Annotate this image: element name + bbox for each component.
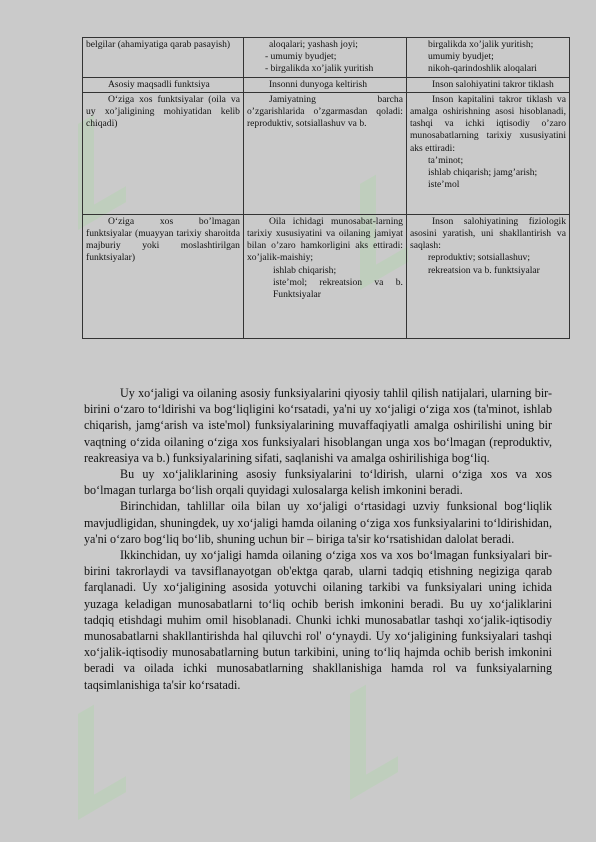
paragraph: Bu uy xo‘jaliklarining asosiy funksiyalarini to‘ldirish, ularni o‘ziga xos va xos bo‘lmagan turlarga bo‘lish orqali quyidagi xulosalarga kelish imkonini beradi.: [84, 467, 552, 498]
cell-text: Oila ichidagi munosabat-larning tarixiy xususiyatini va oilaning jamiyat bilan o’zaro hamkorligini aks ettiradi: xo’jalik-maishiy;: [246, 215, 403, 264]
cell-list-item: ishlab chiqarish;: [272, 264, 337, 276]
cell-list-item: reproduktiv; sotsiallashuv;: [427, 252, 531, 264]
paragraph: Birinchidan, tahlillar oila bilan uy xo‘jaligi o‘rtasidagi uzviy funksional bog‘liqlik mavjudligidan, shuningdek, uy xo‘jaligi hamda oilaning o‘ziga xos funksiyalarini to‘ldirishidan, ya'ni o‘zaro bog‘liq bo‘lib, shuning uchun bir – biriga ta'sir ko‘rsatishidan dalolat beradi.: [84, 499, 552, 546]
cell-list-item: birgalikda xo’jalik yuritish;: [427, 39, 534, 50]
table-row: [83, 77, 570, 92]
table-cell: [243, 214, 406, 338]
table-cell: [243, 92, 406, 214]
table-cell: [406, 92, 569, 214]
table-row: [83, 92, 570, 214]
cell-text: belgilar (ahamiyatiga qarab pasayish): [86, 39, 231, 50]
cell-list-item: iste’mol: [427, 179, 460, 191]
cell-list-item: nikoh-qarindoshlik aloqalari: [427, 63, 537, 75]
cell-text: O‘ziga xos bo’lmagan funktsiyalar (muayyan tarixiy sharoitda majburiy yoki moslashtirilgan funktsiyalar): [86, 215, 240, 264]
table-cell: [83, 214, 244, 338]
cell-list-item: - umumiy byudjet;: [264, 51, 337, 63]
cell-list-item: ta’minot;: [427, 154, 464, 166]
body-text: [84, 385, 552, 693]
table-cell: [83, 38, 244, 78]
table-cell: [243, 38, 406, 78]
table-cell: [83, 92, 244, 214]
table-cell: [406, 77, 569, 92]
cell-list-item: - birgalikda xo’jalik yuritish: [264, 63, 374, 75]
cell-list-item: rekreatsion va b. funktsiyalar: [427, 264, 540, 276]
paragraph: Ikkinchidan, uy xo‘jaligi hamda oilaning o‘ziga xos va xos bo‘lmagan funksiyalari bir-birini takrorlaydi va tavsiflanayotgan ob'ektga qarab, ularni tadqiq etishning negiziga qarab farqlanadi. Uy xo‘jaligining asosida yotuvchi oilaning tarkibi va funksiyalari uning ichida yuzaga keladigan munosabatlarni to‘liq ochib berish imkonini beradi. Bu uy xo‘jaliklarini tadqiq etishdagi muhim omil hisoblanadi. Chunki ichki munosabatlar tashqi xo‘jalik-iqtisodiy munosabatlarni shakllantirishda hal qiluvchi rol' o‘ynaydi. Uy xo‘jaligining funksiyalari tashqi xo‘jalik-iqtisodiy munosabatlarning butun tarkibini, uning to‘liq hajmda ochib berish imkonini beradi va oilada ichki munosabatlarning shakllanishiga hamda rol va funksiyalarning taqsimlanishiga ta'sir ko‘rsatadi.: [84, 548, 552, 692]
cell-list-item: ishlab chiqarish; jamg’arish;: [427, 167, 538, 179]
table-cell: [406, 214, 569, 338]
paragraph: Uy xo‘jaligi va oilaning asosiy funksiyalarini qiyosiy tahlil qilish natijalari, ularning bir-birini o‘zaro to‘ldirishi va bog‘liqligini ko‘rsatadi, ya'ni uy xo‘jaligi o‘ziga xos (ta'minot, ishlab chiqarish, jamg‘arish va iste'mol) funksiyalarining muvaffaqiyatli amalga oshirilishi uning bir vaqtning o‘zida oilaning o‘ziga xos funksiyalari hisoblangan unga xos bo‘lmagan (reproduktiv, reakreasiya va b.) funksiyalarining sifati, saqlanishi va amalga oshirilishiga bog‘liq.: [84, 386, 552, 465]
watermark-logo-mark: [78, 686, 126, 820]
cell-text: O‘ziga xos funktsiyalar (oila va uy xo’jaligining mohiyatidan kelib chiqadi): [86, 93, 240, 130]
cell-list-item: umumiy byudjet;: [427, 51, 494, 63]
cell-text: Jamiyatning barcha o’zgarishlarida o’zgarmasdan qoladi: reproduktiv, sotsiallashuv va b.: [246, 93, 403, 130]
table-cell: [83, 77, 244, 92]
table-row: [83, 38, 570, 78]
cell-text: Inson salohiyatining fiziologik asosini yaratish, uni shakllantirish va saqlash:: [409, 215, 566, 252]
cell-text: Insonni dunyoga keltirish: [268, 78, 368, 90]
cell-list-item: iste’mol; rekreatsion va b. Funktsiyalar: [272, 276, 403, 301]
comparison-table: [82, 37, 570, 339]
table-row: [83, 214, 570, 338]
cell-text: aloqalari; yashash joyi;: [268, 39, 358, 50]
cell-text: Inson salohiyatini takror tiklash: [431, 78, 554, 90]
table-cell: [243, 77, 406, 92]
cell-text: Asosiy maqsadli funktsiya: [108, 78, 210, 90]
cell-text: Inson kapitalini takror tiklash va amalga oshirishning asosi hisoblanadi, tashqi va ichki iqtisodiy o’zaro munosabatlarning tarixiy xususiyatini aks ettiradi:: [409, 93, 566, 154]
table-cell: [406, 38, 569, 78]
